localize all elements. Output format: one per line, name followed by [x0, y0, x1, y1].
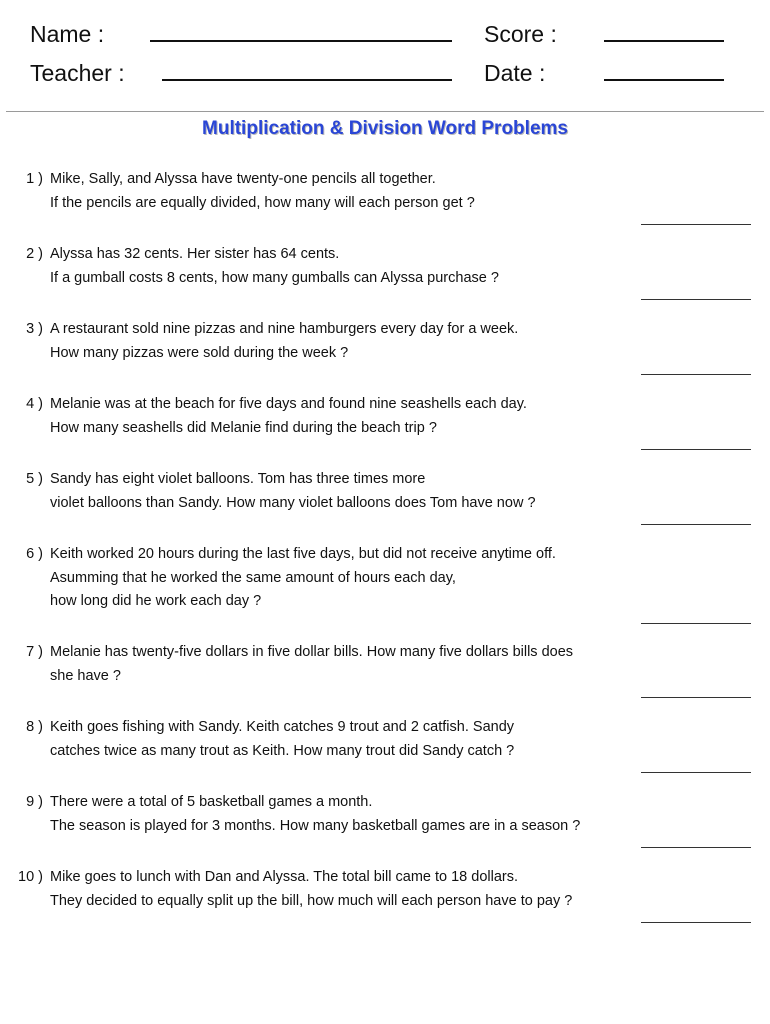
- answer-blank[interactable]: [641, 922, 751, 923]
- question-line: Mike, Sally, and Alyssa have twenty-one pencils all together.: [50, 171, 436, 187]
- answer-blank[interactable]: [641, 224, 751, 225]
- teacher-label: Teacher :: [30, 60, 125, 86]
- header-divider: [6, 111, 764, 112]
- question-number: 9 ): [26, 794, 43, 810]
- answer-blank[interactable]: [641, 374, 751, 375]
- score-field-line[interactable]: [604, 40, 724, 42]
- teacher-field-line[interactable]: [162, 79, 452, 81]
- question-line: Mike goes to lunch with Dan and Alyssa. The total bill came to 18 dollars.: [50, 869, 519, 885]
- question-number: 5 ): [26, 471, 43, 487]
- question-text: [50, 641, 573, 688]
- question-text: [50, 791, 580, 838]
- answer-blank[interactable]: [641, 697, 751, 698]
- date-label: Date :: [484, 60, 546, 86]
- question-number: 1 ): [26, 171, 43, 187]
- question-text: [50, 243, 499, 290]
- question-text: [50, 716, 514, 763]
- question-line: Asumming that he worked the same amount of hours each day,: [50, 569, 456, 586]
- page-title: Multiplication & Division Word Problems: [202, 118, 568, 139]
- answer-blank[interactable]: [641, 772, 751, 773]
- question-line: violet balloons than Sandy. How many violet balloons does Tom have now ?: [50, 494, 536, 511]
- question-line: Keith worked 20 hours during the last five days, but did not receive anytime off.: [50, 546, 556, 562]
- question-line: The season is played for 3 months. How many basketball games are in a season ?: [50, 817, 581, 834]
- question-number: 2 ): [26, 246, 43, 262]
- question-text: [50, 468, 536, 515]
- question-number: 7 ): [26, 644, 43, 660]
- question-line: Alyssa has 32 cents. Her sister has 64 cents.: [50, 246, 340, 262]
- name-field-line[interactable]: [150, 40, 452, 42]
- question-line: Melanie was at the beach for five days and found nine seashells each day.: [50, 396, 527, 412]
- question-line: There were a total of 5 basketball games a month.: [50, 794, 373, 810]
- question-text: [50, 866, 572, 913]
- answer-blank[interactable]: [641, 623, 751, 624]
- question-line: Melanie has twenty-five dollars in five dollar bills. How many five dollars bills does: [50, 644, 574, 660]
- answer-blank[interactable]: [641, 524, 751, 525]
- question-line: How many pizzas were sold during the week ?: [50, 344, 349, 361]
- question-number: 8 ): [26, 719, 43, 735]
- question-line: how long did he work each day ?: [50, 593, 262, 609]
- question-line: Sandy has eight violet balloons. Tom has three times more: [50, 471, 426, 487]
- question-line: If the pencils are equally divided, how many will each person get ?: [50, 194, 475, 211]
- name-label: Name :: [30, 21, 105, 47]
- answer-blank[interactable]: [641, 449, 751, 450]
- question-number: 6 ): [26, 546, 43, 562]
- question-text: [50, 168, 475, 215]
- score-label: Score :: [484, 21, 557, 47]
- question-line: If a gumball costs 8 cents, how many gumballs can Alyssa purchase ?: [50, 269, 499, 286]
- question-number: 3 ): [26, 321, 43, 337]
- question-number: 10 ): [18, 869, 43, 885]
- answer-blank[interactable]: [641, 847, 751, 848]
- question-text: [50, 543, 556, 614]
- answer-blank[interactable]: [641, 299, 751, 300]
- question-line: How many seashells did Melanie find during the beach trip ?: [50, 419, 437, 436]
- question-line: They decided to equally split up the bill, how much will each person have to pay ?: [50, 892, 573, 909]
- question-text: [50, 393, 527, 440]
- question-line: catches twice as many trout as Keith. How many trout did Sandy catch ?: [50, 742, 515, 759]
- date-field-line[interactable]: [604, 79, 724, 81]
- question-number: 4 ): [26, 396, 43, 412]
- question-line: she have ?: [50, 667, 121, 684]
- question-line: A restaurant sold nine pizzas and nine hamburgers every day for a week.: [50, 321, 519, 337]
- question-text: [50, 318, 518, 365]
- question-line: Keith goes fishing with Sandy. Keith catches 9 trout and 2 catfish. Sandy: [50, 719, 515, 735]
